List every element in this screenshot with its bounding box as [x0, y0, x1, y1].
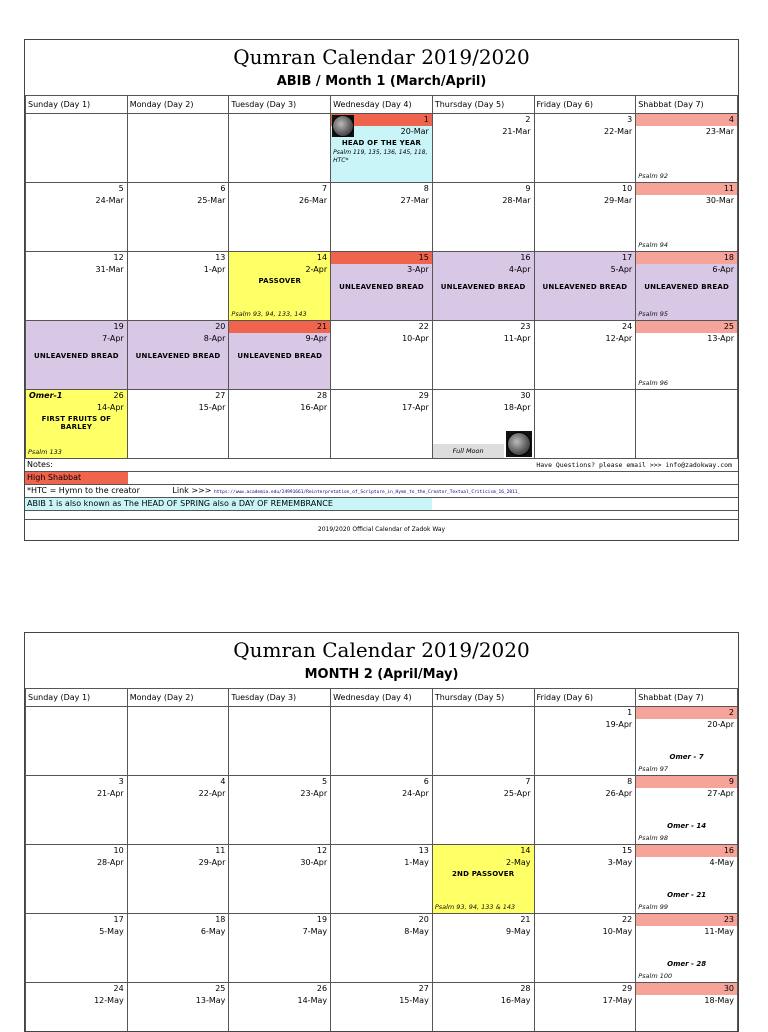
psalm-reading: Psalm 93, 94, 133, 143 [231, 310, 306, 318]
day-number: 3 [26, 776, 127, 788]
day-number: 6 [128, 183, 229, 195]
day-number: 1 [331, 114, 432, 126]
event-label: 2ND PASSOVER [433, 870, 534, 878]
day-cell [331, 183, 432, 251]
omer-count: Omer - 14 [636, 822, 737, 830]
omer-label: Omer-1 [29, 391, 62, 400]
gregorian-date: 25-Mar [128, 195, 229, 206]
day-cell [433, 321, 534, 389]
day-cell [128, 914, 229, 982]
day-cell [26, 914, 127, 982]
day-cell [636, 252, 737, 320]
weekday-header-row [26, 96, 738, 114]
day-number: 24 [26, 983, 127, 995]
day-cell [636, 114, 737, 182]
psalm-reading: Psalm 119, 135, 136, 145, 118, HTC* [331, 147, 432, 167]
gregorian-date: 10-May [535, 926, 636, 937]
gregorian-date: 1-May [331, 857, 432, 868]
day-number: 7 [433, 776, 534, 788]
gregorian-date: 12-May [26, 995, 127, 1006]
gregorian-date: 27-Mar [331, 195, 432, 206]
day-number: 26 [26, 390, 127, 402]
day-cell [433, 914, 534, 982]
day-number: 13 [128, 252, 229, 264]
day-cell [26, 183, 127, 251]
day-cell [636, 983, 737, 1032]
day-cell [26, 983, 127, 1032]
gregorian-date: 22-Mar [535, 126, 636, 137]
day-number: 2 [636, 707, 737, 719]
gregorian-date: 10-Apr [331, 333, 432, 344]
weekday-header: Friday (Day 6) [534, 96, 636, 114]
gregorian-date: 11-May [636, 926, 737, 937]
day-cell [535, 914, 636, 982]
day-number: 19 [26, 321, 127, 333]
contact-email[interactable]: Have Questions? please email >>> info@zadokway.com [536, 459, 732, 471]
gregorian-date: 30-Apr [229, 857, 330, 868]
day-cell [229, 845, 330, 913]
day-number: 8 [535, 776, 636, 788]
day-number: 19 [229, 914, 330, 926]
day-number: 18 [128, 914, 229, 926]
weekday-header: Tuesday (Day 3) [229, 96, 331, 114]
gregorian-date: 1-Apr [128, 264, 229, 275]
week-row [26, 390, 738, 459]
event-label: UNLEAVENED BREAD [128, 352, 229, 360]
day-number: 11 [636, 183, 737, 195]
day-number: 4 [128, 776, 229, 788]
day-cell [636, 914, 737, 982]
day-cell [535, 252, 636, 320]
gregorian-date: 16-Apr [229, 402, 330, 413]
day-number: 12 [26, 252, 127, 264]
weekday-header: Shabbat (Day 7) [636, 689, 738, 707]
weekday-header: Wednesday (Day 4) [331, 689, 433, 707]
event-label: UNLEAVENED BREAD [229, 352, 330, 360]
day-cell [229, 914, 330, 982]
week-row [26, 914, 738, 983]
weekday-header: Sunday (Day 1) [26, 689, 128, 707]
day-cell [535, 183, 636, 251]
day-cell [331, 390, 432, 458]
empty-day-cell [128, 114, 229, 182]
htc-note: *HTC = Hymn to the creator [27, 486, 140, 495]
psalm-reading: Psalm 133 [28, 448, 62, 456]
day-number: 18 [636, 252, 737, 264]
day-number: 3 [535, 114, 636, 126]
day-number: 13 [331, 845, 432, 857]
day-cell [636, 845, 737, 913]
gregorian-date: 16-May [433, 995, 534, 1006]
day-cell [331, 776, 432, 844]
gregorian-date: 15-Apr [128, 402, 229, 413]
gregorian-date: 5-May [26, 926, 127, 937]
gregorian-date: 18-May [636, 995, 737, 1006]
gregorian-date: 3-May [535, 857, 636, 868]
empty-day-cell [535, 390, 636, 458]
day-number: 4 [636, 114, 737, 126]
psalm-reading: Psalm 96 [638, 379, 668, 387]
weekday-header: Shabbat (Day 7) [636, 96, 738, 114]
week-row [26, 776, 738, 845]
psalm-reading: Psalm 94 [638, 241, 668, 249]
gregorian-date: 9-Apr [229, 333, 330, 344]
gregorian-date: 28-Mar [433, 195, 534, 206]
day-number: 5 [229, 776, 330, 788]
link-label: Link >>> [172, 486, 211, 495]
day-cell [128, 776, 229, 844]
day-cell [535, 321, 636, 389]
day-number: 25 [128, 983, 229, 995]
psalm-reading: Psalm 93, 94, 133 & 143 [435, 903, 515, 911]
day-number: 11 [128, 845, 229, 857]
empty-day-cell [26, 707, 127, 775]
gregorian-date: 2-Apr [229, 264, 330, 275]
gregorian-date: 25-Apr [433, 788, 534, 799]
gregorian-date: 20-Mar [331, 126, 432, 137]
day-number: 30 [433, 390, 534, 402]
gregorian-date: 27-Apr [636, 788, 737, 799]
day-number: 29 [331, 390, 432, 402]
gregorian-date: 6-May [128, 926, 229, 937]
event-label: UNLEAVENED BREAD [636, 283, 737, 291]
event-label: PASSOVER [229, 277, 330, 285]
event-label: HEAD OF THE YEAR [331, 139, 432, 147]
psalm-reading: Psalm 95 [638, 310, 668, 318]
omer-count: Omer - 7 [636, 753, 737, 761]
day-cell [331, 983, 432, 1032]
gregorian-date: 7-Apr [26, 333, 127, 344]
weekday-header: Thursday (Day 5) [432, 96, 534, 114]
day-cell [331, 845, 432, 913]
day-cell [229, 776, 330, 844]
gregorian-date: 2-May [433, 857, 534, 868]
weekday-header: Thursday (Day 5) [432, 689, 534, 707]
day-number: 24 [535, 321, 636, 333]
calendar-title: Qumran Calendar 2019/2020 [25, 40, 738, 72]
psalm-reading: Psalm 92 [638, 172, 668, 180]
gregorian-date: 22-Apr [128, 788, 229, 799]
gregorian-date: 4-Apr [433, 264, 534, 275]
day-number: 26 [229, 983, 330, 995]
gregorian-date: 31-Mar [26, 264, 127, 275]
gregorian-date: 14-May [229, 995, 330, 1006]
day-number: 15 [535, 845, 636, 857]
day-cell [26, 845, 127, 913]
day-cell [331, 252, 432, 320]
gregorian-date: 14-Apr [26, 402, 127, 413]
day-number: 28 [433, 983, 534, 995]
day-cell [433, 252, 534, 320]
event-label: UNLEAVENED BREAD [331, 283, 432, 291]
day-number: 22 [535, 914, 636, 926]
empty-day-cell [229, 707, 330, 775]
calendar-footer: 2019/2020 Official Calendar of Zadok Way [25, 519, 738, 540]
week-row [26, 252, 738, 321]
gregorian-date: 4-May [636, 857, 737, 868]
gregorian-date: 7-May [229, 926, 330, 937]
gregorian-date: 8-Apr [128, 333, 229, 344]
day-number: 16 [433, 252, 534, 264]
day-number: 22 [331, 321, 432, 333]
empty-day-cell [636, 390, 737, 458]
day-cell [128, 183, 229, 251]
gregorian-date: 13-Apr [636, 333, 737, 344]
gregorian-date: 17-Apr [331, 402, 432, 413]
day-number: 21 [229, 321, 330, 333]
gregorian-date: 21-Mar [433, 126, 534, 137]
day-cell [535, 983, 636, 1032]
day-number: 8 [331, 183, 432, 195]
gregorian-date: 20-Apr [636, 719, 737, 730]
day-number: 27 [331, 983, 432, 995]
psalm-reading: Psalm 97 [638, 765, 668, 773]
day-cell [128, 983, 229, 1032]
event-label: UNLEAVENED BREAD [433, 283, 534, 291]
day-cell [128, 252, 229, 320]
calendar-month-1 [24, 39, 739, 541]
gregorian-date: 13-May [128, 995, 229, 1006]
empty-day-cell [229, 114, 330, 182]
day-number: 17 [26, 914, 127, 926]
day-cell [636, 321, 737, 389]
gregorian-date: 8-May [331, 926, 432, 937]
day-number: 17 [535, 252, 636, 264]
gregorian-date: 29-Mar [535, 195, 636, 206]
day-number: 1 [535, 707, 636, 719]
empty-day-cell [433, 707, 534, 775]
day-cell [229, 983, 330, 1032]
empty-day-cell [26, 114, 127, 182]
gregorian-date: 12-Apr [535, 333, 636, 344]
gregorian-date: 24-Mar [26, 195, 127, 206]
gregorian-date: 29-Apr [128, 857, 229, 868]
day-number: 15 [331, 252, 432, 264]
day-number: 12 [229, 845, 330, 857]
omer-count: Omer - 28 [636, 960, 737, 968]
gregorian-date: 30-Mar [636, 195, 737, 206]
event-label: UNLEAVENED BREAD [26, 352, 127, 360]
full-moon-label: Full Moon [433, 444, 504, 458]
day-cell [535, 845, 636, 913]
day-cell [229, 321, 330, 389]
day-number: 7 [229, 183, 330, 195]
week-row [26, 845, 738, 914]
day-number: 16 [636, 845, 737, 857]
day-cell [535, 707, 636, 775]
day-number: 30 [636, 983, 737, 995]
day-cell [636, 707, 737, 775]
day-number: 10 [26, 845, 127, 857]
new-moon-icon [332, 115, 354, 137]
day-number: 29 [535, 983, 636, 995]
day-cell [535, 776, 636, 844]
calendar-month-2 [24, 632, 739, 1032]
week-row [26, 707, 738, 776]
day-number: 23 [433, 321, 534, 333]
day-cell [433, 776, 534, 844]
gregorian-date: 28-Apr [26, 857, 127, 868]
gregorian-date: 21-Apr [26, 788, 127, 799]
gregorian-date: 26-Apr [535, 788, 636, 799]
day-cell [331, 914, 432, 982]
day-cell [331, 114, 432, 182]
day-number: 25 [636, 321, 737, 333]
day-number: 21 [433, 914, 534, 926]
full-moon-marker [433, 432, 534, 458]
day-number: 23 [636, 914, 737, 926]
weekday-header: Tuesday (Day 3) [229, 689, 331, 707]
notes-section [25, 459, 738, 540]
day-cell [433, 390, 534, 458]
day-cell [229, 252, 330, 320]
gregorian-date: 9-May [433, 926, 534, 937]
weekday-header: Monday (Day 2) [127, 689, 229, 707]
day-cell [229, 183, 330, 251]
reference-link[interactable]: https://www.academia.edu/24991661/Reinterpretation_of_Scripture_in_Hymn_to_the_Creator_Textual_Criticism_16_2011_ [214, 490, 520, 495]
day-cell [535, 114, 636, 182]
day-number: 5 [26, 183, 127, 195]
week-row [26, 183, 738, 252]
gregorian-date: 26-Mar [229, 195, 330, 206]
day-cell [433, 983, 534, 1032]
day-number: 10 [535, 183, 636, 195]
day-cell [636, 183, 737, 251]
day-number: 28 [229, 390, 330, 402]
week-row [26, 983, 738, 1032]
day-cell [26, 252, 127, 320]
empty-day-cell [331, 707, 432, 775]
day-cell [128, 390, 229, 458]
psalm-reading: Psalm 98 [638, 834, 668, 842]
day-number: 20 [331, 914, 432, 926]
week-row [26, 321, 738, 390]
gregorian-date: 15-May [331, 995, 432, 1006]
calendar-title: Qumran Calendar 2019/2020 [25, 633, 738, 665]
gregorian-date: 23-Apr [229, 788, 330, 799]
day-number: 2 [433, 114, 534, 126]
psalm-reading: Psalm 99 [638, 903, 668, 911]
gregorian-date: 17-May [535, 995, 636, 1006]
day-number: 9 [433, 183, 534, 195]
weekday-header: Monday (Day 2) [127, 96, 229, 114]
notes-label: Notes: [27, 460, 53, 469]
day-cell [26, 390, 127, 458]
day-cell [636, 776, 737, 844]
event-label: FIRST FRUITS OF BARLEY [26, 415, 127, 431]
calendar-grid [25, 688, 738, 1032]
day-number: 20 [128, 321, 229, 333]
abib-note: ABIB 1 is also known as The HEAD OF SPRING also a DAY OF REMEMBRANCE [25, 498, 432, 510]
day-cell [433, 845, 534, 913]
high-shabbat-legend: High Shabbat [25, 472, 128, 484]
day-cell [26, 776, 127, 844]
day-cell [128, 845, 229, 913]
day-number: 14 [229, 252, 330, 264]
weekday-header: Sunday (Day 1) [26, 96, 128, 114]
day-cell [128, 321, 229, 389]
gregorian-date: 19-Apr [535, 719, 636, 730]
full-moon-icon [506, 431, 532, 457]
gregorian-date: 6-Apr [636, 264, 737, 275]
month-subtitle: ABIB / Month 1 (March/April) [25, 72, 738, 92]
week-row [26, 114, 738, 183]
gregorian-date: 24-Apr [331, 788, 432, 799]
weekday-header: Wednesday (Day 4) [331, 96, 433, 114]
gregorian-date: 18-Apr [433, 402, 534, 413]
empty-day-cell [128, 707, 229, 775]
gregorian-date: 3-Apr [331, 264, 432, 275]
day-number: 9 [636, 776, 737, 788]
calendar-grid [25, 95, 738, 459]
day-cell [433, 114, 534, 182]
gregorian-date: 11-Apr [433, 333, 534, 344]
day-number: 27 [128, 390, 229, 402]
event-label: UNLEAVENED BREAD [535, 283, 636, 291]
weekday-header-row [26, 689, 738, 707]
month-subtitle: MONTH 2 (April/May) [25, 665, 738, 685]
gregorian-date: 5-Apr [535, 264, 636, 275]
omer-count: Omer - 21 [636, 891, 737, 899]
gregorian-date: 23-Mar [636, 126, 737, 137]
day-number: 6 [331, 776, 432, 788]
day-cell [26, 321, 127, 389]
weekday-header: Friday (Day 6) [534, 689, 636, 707]
day-cell [229, 390, 330, 458]
day-number: 14 [433, 845, 534, 857]
day-cell [433, 183, 534, 251]
psalm-reading: Psalm 100 [638, 972, 672, 980]
day-cell [331, 321, 432, 389]
